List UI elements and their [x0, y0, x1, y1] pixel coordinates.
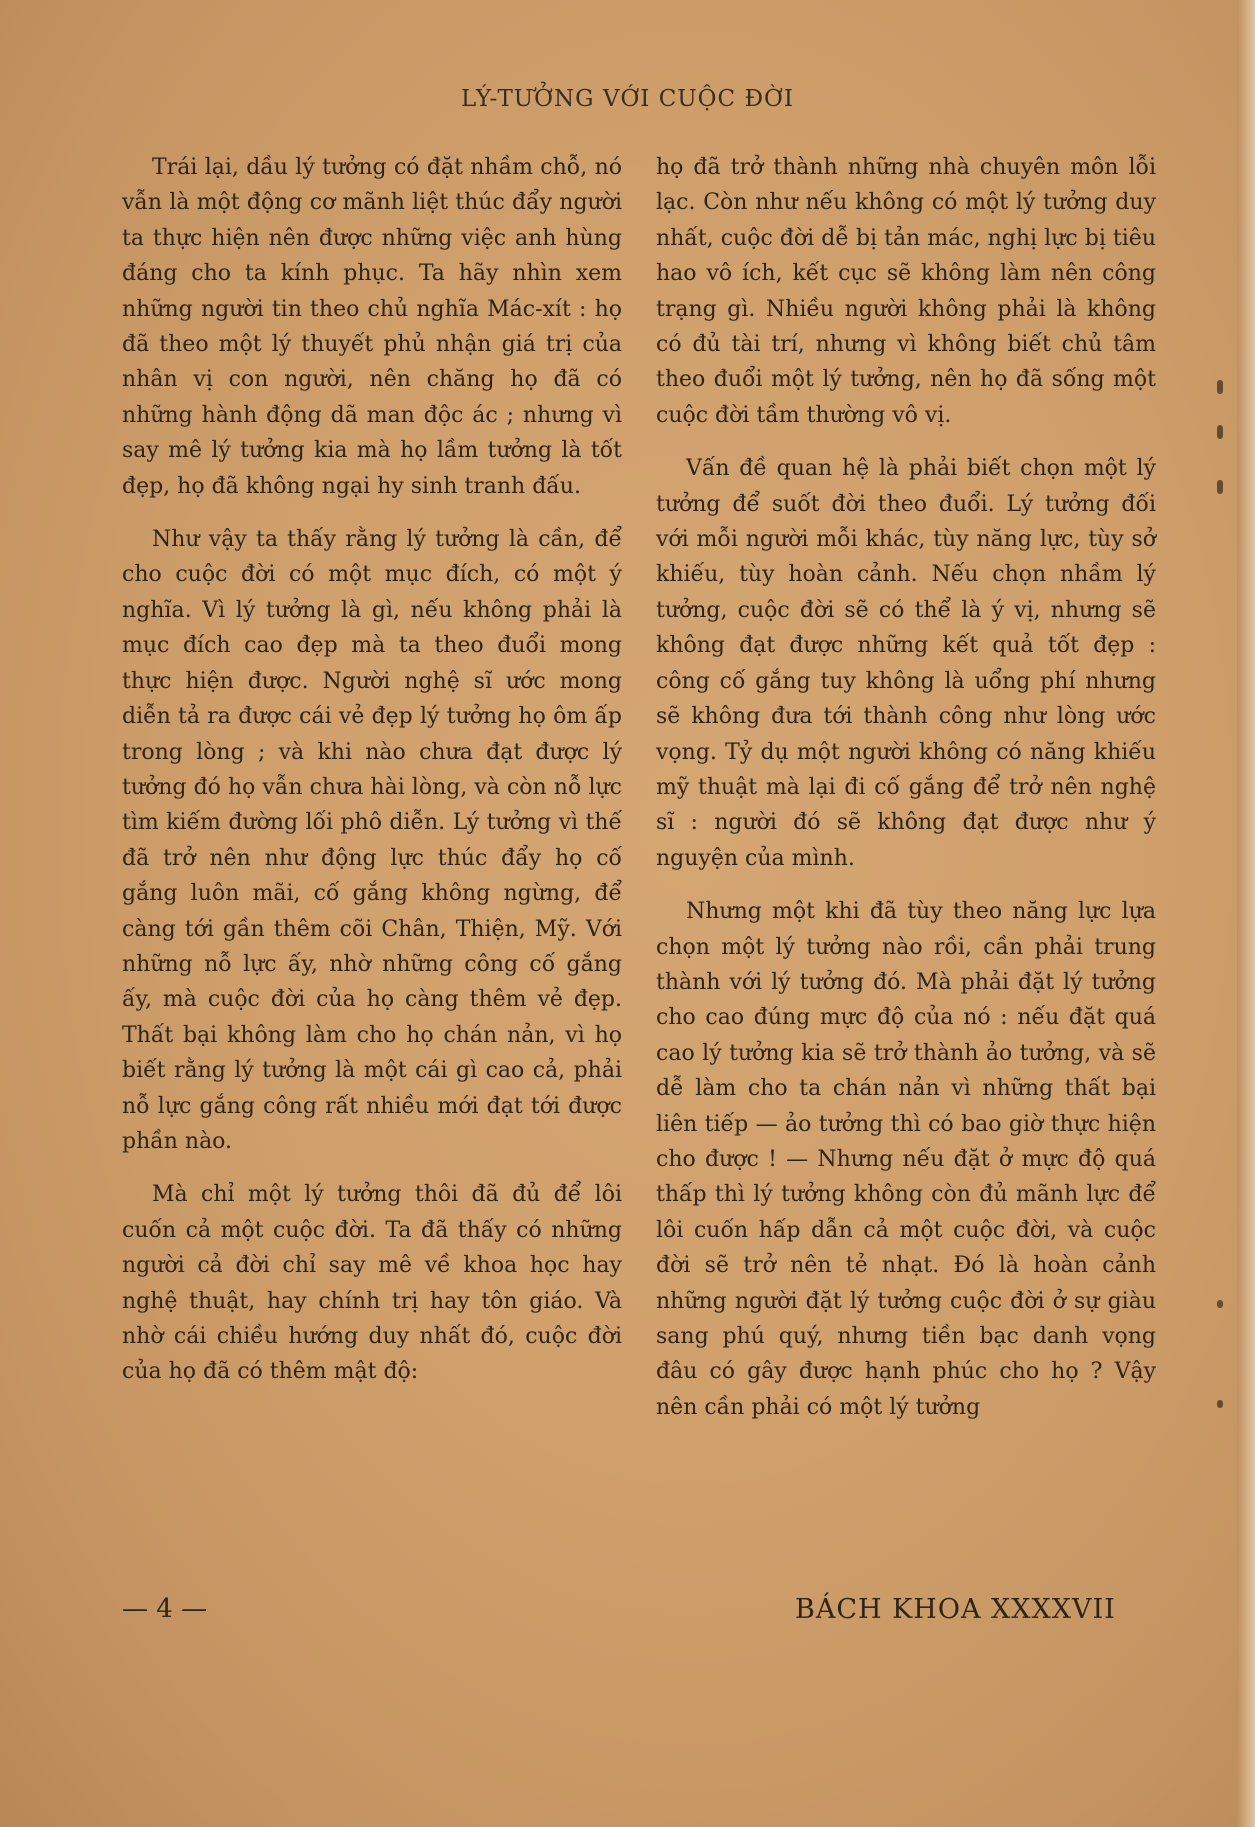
edge-mark: [1217, 480, 1223, 494]
paragraph: Trái lại, dầu lý tưởng có đặt nhầm chỗ, nó vẫn là một động cơ mãnh liệt thúc đẩy người ta thực hiện nên được những việc anh hùng đáng cho ta kính phục. Ta hãy nhìn xem những người tin theo chủ nghĩa Mác-xít : họ đã theo một lý thuyết phủ nhận giá trị của nhân vị con người, nên chăng họ đã có những hành động dã man độc ác ; nhưng vì say mê lý tưởng kia mà họ lầm tưởng là tốt đẹp, họ đã không ngại hy sinh tranh đấu.: [122, 155, 622, 499]
publication-name: BÁCH KHOA XXXXVII: [795, 1594, 1116, 1625]
paragraph: Mà chỉ một lý tưởng thôi đã đủ để lôi cuốn cả một cuộc đời. Ta đã thấy có những người cả đời chỉ say mê về khoa học hay nghệ thuật, hay chính trị hay tôn giáo. Và nhờ cái chiều hướng duy nhất đó, cuộc đời của họ đã có thêm mật độ:: [122, 1182, 622, 1385]
edge-mark: [1217, 425, 1223, 439]
paper-edge: [1237, 0, 1255, 1827]
paragraph: Như vậy ta thấy rằng lý tưởng là cần, để cho cuộc đời có một mục đích, có một ý nghĩa. Vì lý tưởng là gì, nếu không phải là mục đích cao đẹp mà ta theo đuổi mong thực hiện được. Người nghệ sĩ ước mong diễn tả ra được cái vẻ đẹp lý tưởng họ ôm ấp trong lòng ; và khi nào chưa đạt được lý tưởng đó họ vẫn chưa hài lòng, và còn nỗ lực tìm kiếm đường lối phô diễn. Lý tưởng vì thế đã trở nên như động lực thúc đẩy họ cố gắng luôn mãi, cố gắng không ngừng, để càng tới gần thêm cõi Chân, Thiện, Mỹ. Với những nỗ lực ấy, nhờ những công cố gắng ấy, mà cuộc đời của họ càng thêm vẻ đẹp. Thất bại không làm cho họ chán nản, vì họ biết rằng lý tưởng là một cái gì cao cả, phải nỗ lực gắng công rất nhiều mới đạt tới được phần nào.: [122, 527, 622, 1154]
edge-mark: [1217, 1400, 1223, 1408]
paragraph: Vấn đề quan hệ là phải biết chọn một lý tưởng để suốt đời theo đuổi. Lý tưởng đối với mỗi người mỗi khác, tùy năng lực, tùy sở khiếu, tùy hoàn cảnh. Nếu chọn nhầm lý tưởng, cuộc đời sẽ có thể là ý vị, nhưng sẽ không đạt được những kết quả tốt đẹp : công cố gắng tuy không là uổng phí nhưng sẽ không đưa tới thành công như lòng ước vọng. Tỷ dụ một người không có năng khiếu mỹ thuật mà lại đi cố gắng để trở nên nghệ sĩ : người đó sẽ không đạt được như ý nguyện của mình.: [656, 456, 1156, 871]
edge-mark: [1217, 380, 1223, 394]
paragraph: Nhưng một khi đã tùy theo năng lực lựa chọn một lý tưởng nào rồi, cần phải trung thành với lý tưởng đó. Mà phải đặt lý tưởng cho cao đúng mực độ của nó : nếu đặt quá cao lý tưởng kia sẽ trở thành ảo tưởng, và sẽ dễ làm cho ta chán nản vì những thất bại liên tiếp — ảo tưởng thì có bao giờ thực hiện cho được ! — Nhưng nếu đặt ở mực độ quá thấp thì lý tưởng không còn đủ mãnh lực để lôi cuốn hấp dẫn cả một cuộc đời, và cuộc đời sẽ trở nên tẻ nhạt. Đó là hoàn cảnh những người đặt lý tưởng cuộc đời ở sự giàu sang phú quý, nhưng tiền bạc danh vọng đâu có gây được hạnh phúc cho họ ? Vậy nên cần phải có một lý tưởng: [656, 899, 1156, 1420]
edge-mark: [1217, 1300, 1223, 1308]
running-title: LÝ-TƯỞNG VỚI CUỘC ĐỜI: [461, 86, 794, 112]
paragraph-continuation: họ đã trở thành những nhà chuyên môn lỗi lạc. Còn như nếu không có một lý tưởng duy nhất, cuộc đời dễ bị tản mác, nghị lực bị tiêu hao vô ích, kết cục sẽ không làm nên công trạng gì. Nhiều người không phải là không có đủ tài trí, nhưng vì không biết chủ tâm theo đuổi một lý tưởng, nên họ đã sống một cuộc đời tầm thường vô vị.: [656, 155, 1156, 428]
page-number: — 4 —: [122, 1594, 208, 1624]
left-column: [122, 150, 622, 1408]
right-column: [656, 150, 1156, 1443]
